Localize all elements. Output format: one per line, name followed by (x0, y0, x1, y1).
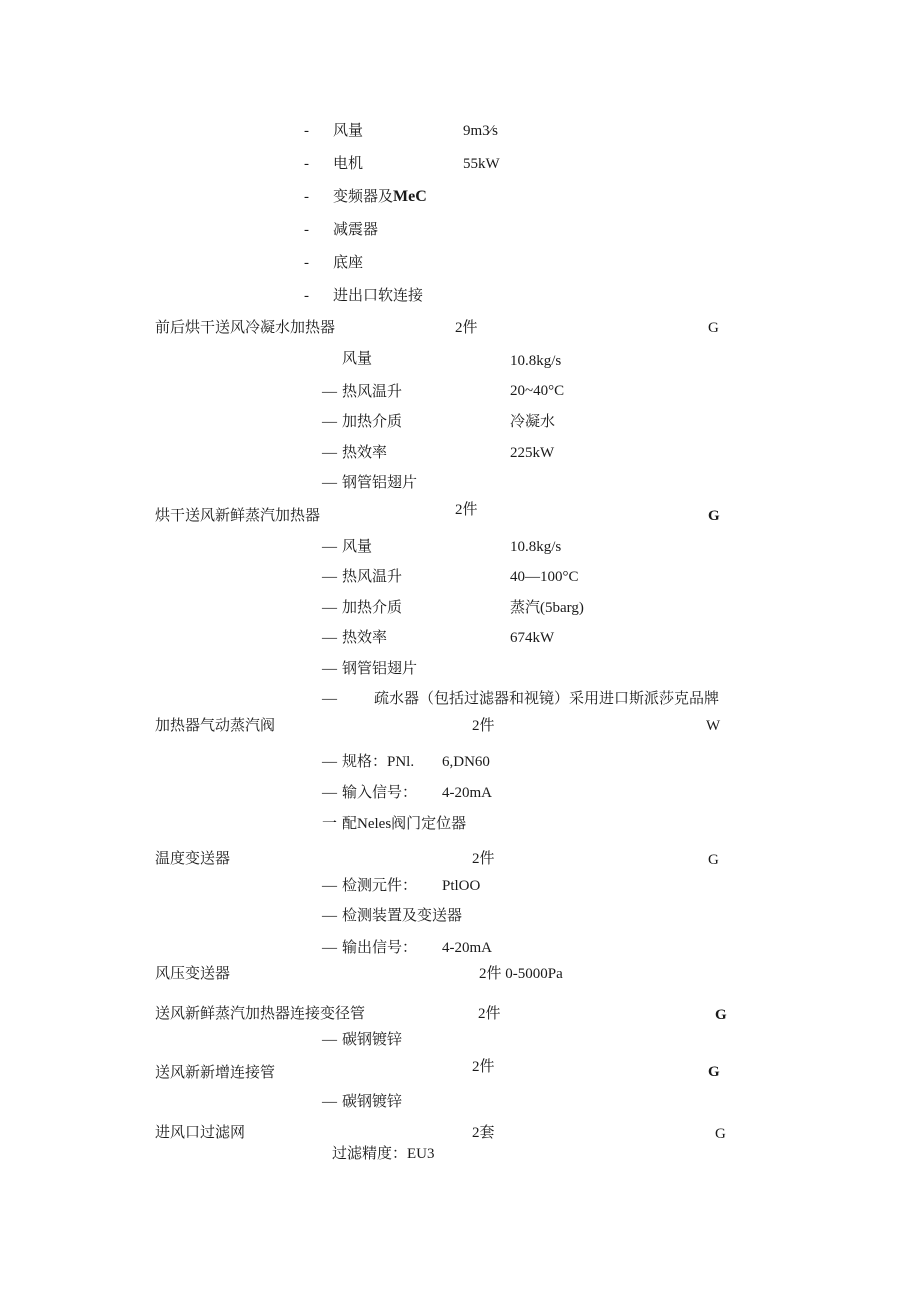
list-dash: — (322, 630, 337, 646)
item-quantity: 2件 (472, 718, 495, 734)
spec-label: 碳钢镀锌 (342, 1032, 403, 1048)
list-dash: — (322, 785, 337, 801)
spec-label: 钢管铝翅片 (342, 475, 418, 491)
list-dash: 一 (322, 816, 338, 832)
list-dash: — (322, 414, 337, 430)
spec-label: 碳钢镀锌 (342, 1094, 403, 1110)
item-grade: G (708, 852, 719, 868)
spec-label: 输入信号： (342, 785, 418, 801)
item-name: 送风新新增连接管 (155, 1065, 276, 1081)
item-grade: G (715, 1007, 727, 1023)
spec-value: 225kW (510, 445, 555, 461)
spec-label: 风量 (342, 539, 373, 555)
spec-label: 进出口软连接 (333, 288, 424, 304)
list-dash: — (322, 754, 337, 770)
item-grade: G (708, 1064, 720, 1080)
item-name: 加热器气动蒸汽阀 (155, 718, 276, 734)
spec-label: 钢管铝翅片 (342, 661, 418, 677)
spec-value: 6,DN60 (442, 754, 490, 770)
list-dash: - (304, 222, 309, 238)
spec-value: 4-20mA (442, 940, 492, 956)
list-dash: - (304, 189, 309, 205)
spec-value: PtlOO (442, 878, 481, 894)
spec-value: 蒸汽(5barg) (510, 600, 584, 616)
item-grade: G (715, 1126, 726, 1142)
spec-label: 电机 (333, 156, 364, 172)
item-quantity: 2件 (472, 851, 495, 867)
list-dash: — (322, 569, 337, 585)
spec-label: 热效率 (342, 445, 388, 461)
item-quantity: 2件 (455, 502, 478, 518)
item-grade: G (708, 508, 720, 524)
item-quantity: 2件 (472, 1059, 495, 1075)
list-dash: - (304, 288, 309, 304)
list-dash: — (322, 445, 337, 461)
list-dash: — (322, 539, 337, 555)
list-dash: - (304, 156, 309, 172)
item-quantity: 2件 0-5000Pa (479, 966, 563, 982)
list-dash: — (322, 691, 337, 707)
item-name: 温度变送器 (155, 851, 231, 867)
spec-label: 检测元件： (342, 878, 418, 894)
list-dash: - (304, 123, 309, 139)
spec-label-suffix: MeC (393, 188, 427, 205)
spec-label: 热风温升 (342, 569, 403, 585)
spec-label: 减震器 (333, 222, 379, 238)
spec-value: 4-20mA (442, 785, 492, 801)
spec-label: 风量 (342, 351, 373, 367)
item-name: 送风新鲜蒸汽加热器连接变径管 (155, 1006, 366, 1022)
item-name: 进风口过滤网 (155, 1125, 246, 1141)
spec-value: 10.8kg/s (510, 353, 562, 369)
spec-label: 底座 (333, 255, 364, 271)
spec-value: 冷凝水 (510, 414, 556, 430)
spec-label: 输出信号： (342, 940, 418, 956)
item-quantity: 2件 (455, 320, 478, 336)
list-dash: — (322, 878, 337, 894)
spec-label: 风量 (333, 123, 364, 139)
spec-label: 规格：PNl. (342, 754, 415, 770)
list-dash: — (322, 908, 337, 924)
spec-value: 9m3∕s (463, 123, 499, 139)
spec-label (333, 188, 427, 206)
list-dash: — (322, 1094, 337, 1110)
list-dash: — (322, 1032, 337, 1048)
spec-label: 过滤精度：EU3 (332, 1146, 435, 1162)
item-name: 前后烘干送风冷凝水加热器 (155, 320, 336, 336)
list-dash: — (322, 475, 337, 491)
item-grade: G (708, 320, 719, 336)
spec-label: 加热介质 (342, 600, 403, 616)
item-name: 风压变送器 (155, 966, 231, 982)
spec-value: 20~40°C (510, 383, 565, 399)
list-dash: — (322, 600, 337, 616)
item-quantity: 2件 (478, 1006, 501, 1022)
spec-label: 检测装置及变送器 (342, 908, 463, 924)
item-grade: W (706, 718, 721, 734)
list-dash: — (322, 384, 337, 400)
spec-label: 热风温升 (342, 384, 403, 400)
item-quantity: 2套 (472, 1125, 495, 1141)
spec-value: 55kW (463, 156, 500, 172)
spec-label: 疏水器（包括过滤器和视镜）采用进口斯派莎克品牌 (374, 691, 720, 707)
list-dash: — (322, 940, 337, 956)
spec-label: 配Neles阀门定位器 (342, 816, 467, 832)
list-dash: - (304, 255, 309, 271)
spec-label: 加热介质 (342, 414, 403, 430)
spec-value: 40—100°C (510, 569, 579, 585)
spec-label-text: 变频器及 (333, 189, 394, 205)
spec-value: 674kW (510, 630, 555, 646)
list-dash: — (322, 661, 337, 677)
item-name: 烘干送风新鲜蒸汽加热器 (155, 508, 321, 524)
spec-value: 10.8kg/s (510, 539, 562, 555)
spec-label: 热效率 (342, 630, 388, 646)
